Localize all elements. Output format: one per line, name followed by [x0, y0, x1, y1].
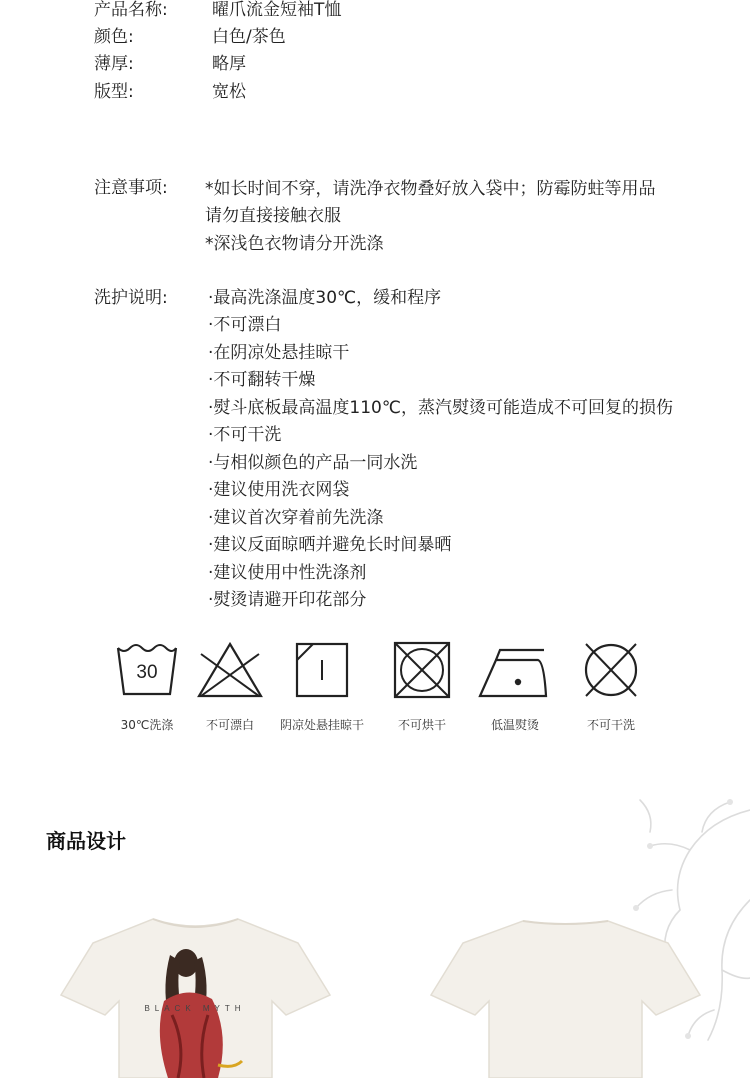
tshirt-back-image [428, 915, 703, 1078]
care-caption: 不可干洗 [586, 718, 635, 732]
care-caption: 不可烘干 [397, 718, 446, 732]
washing-line: ·熨斗底板最高温度110℃，蒸汽熨烫可能造成不可回复的损伤 [208, 398, 673, 418]
low-iron-icon [478, 640, 548, 700]
washing-label: 洗护说明: [94, 288, 168, 308]
spec-value: 略厚 [212, 54, 246, 74]
washing-line: ·建议使用中性洗涤剂 [208, 563, 367, 583]
no-bleach-icon [195, 640, 265, 700]
print-text: BLACK MYTH [144, 1004, 246, 1013]
spec-label: 产品名称: [94, 0, 168, 20]
care-caption: 阴凉处悬挂晾干 [279, 718, 364, 732]
washing-line: ·建议首次穿着前先洗涤 [208, 508, 384, 528]
no-tumble-dry-icon [387, 640, 457, 700]
care-caption: 低温熨烫 [490, 718, 539, 732]
washing-line: ·在阴凉处悬挂晾干 [208, 343, 350, 363]
notes-line: *深浅色衣物请分开洗涤 [205, 234, 384, 254]
spec-label: 薄厚: [94, 54, 134, 74]
washing-line: ·与相似颜色的产品一同水洗 [208, 453, 418, 473]
spec-label: 颜色: [94, 27, 134, 47]
notes-line: *如长时间不穿，请洗净衣物叠好放入袋中；防霉防蛀等用品 [205, 179, 656, 199]
washing-line: ·建议反面晾晒并避免长时间暴晒 [208, 535, 452, 555]
line-dry-shade-icon [287, 640, 357, 700]
care-caption: 30℃洗涤 [120, 718, 174, 732]
tshirt-front-image [58, 915, 333, 1078]
washing-line: ·不可翻转干燥 [208, 370, 316, 390]
notes-label: 注意事项: [94, 178, 168, 198]
notes-line: 请勿直接接触衣服 [205, 206, 341, 226]
spec-value: 曜爪流金短袖T恤 [212, 0, 342, 20]
washing-line: ·最高洗涤温度30℃，缓和程序 [208, 288, 442, 308]
spec-value: 宽松 [212, 82, 246, 102]
no-dry-clean-icon [576, 640, 646, 700]
washing-line: ·不可漂白 [208, 315, 282, 335]
wash-30-icon [112, 640, 182, 700]
svg-text:30: 30 [136, 662, 158, 683]
section-title: 商品设计 [46, 829, 126, 853]
spec-value: 白色/茶色 [212, 27, 286, 47]
care-caption: 不可漂白 [205, 718, 254, 732]
washing-line: ·建议使用洗衣网袋 [208, 480, 350, 500]
spec-label: 版型: [94, 82, 134, 102]
washing-line: ·不可干洗 [208, 425, 282, 445]
washing-line: ·熨烫请避开印花部分 [208, 590, 367, 610]
